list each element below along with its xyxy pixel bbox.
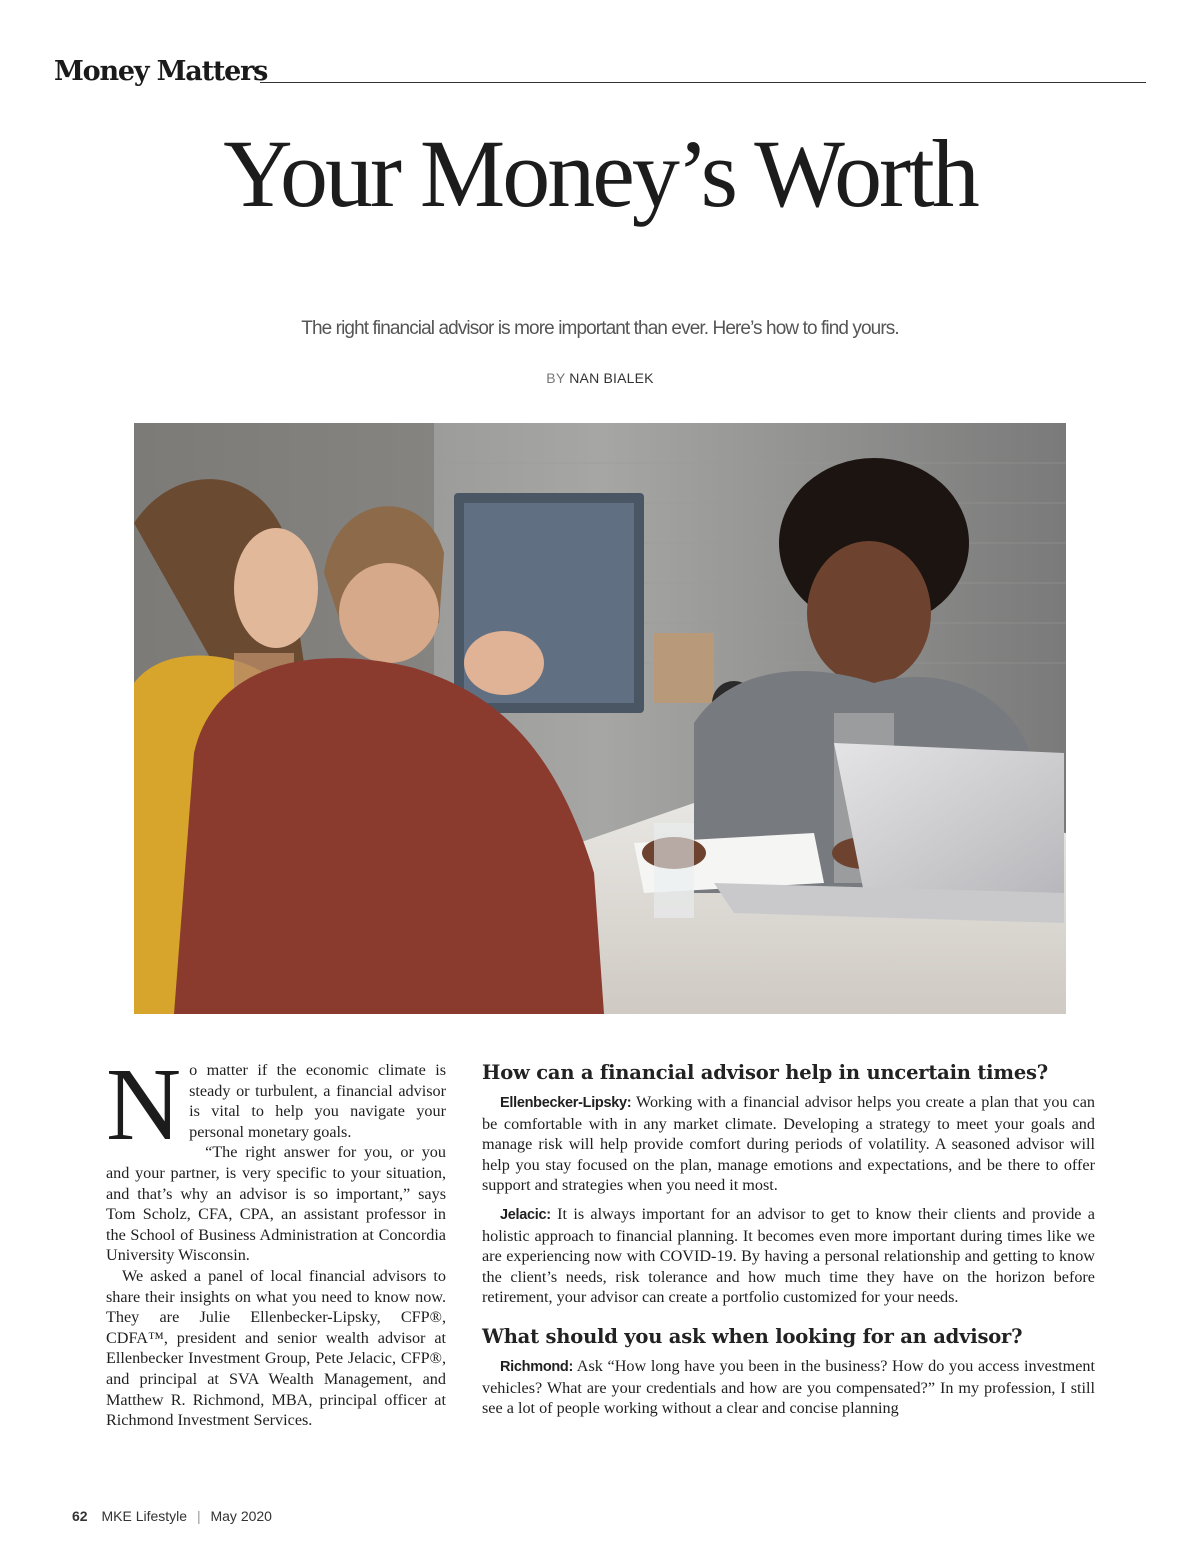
body-paragraph-3: We asked a panel of local financial advisors to share their insights on what you need to know now. They are Julie Ellenbecker-Lipsky, CFP®, CDFA™, president and senior wealth advisor at Ellenbecker Investment Group, Pete Jelacic, CFP®, and principal at SVA Wealth Management, and Matthew R. Richmond, MBA, principal officer at Richmond Investment Services. — [106, 1266, 446, 1430]
byline-prefix: BY — [546, 370, 566, 386]
page-footer — [72, 1508, 272, 1524]
right-column — [482, 1060, 1095, 1427]
answer-text: Ask “How long have you been in the business? How do you access investment vehicles? What are your credentials and how are you compensated?” In my profession, I still see a lot of people working without a clear and concise planning — [482, 1356, 1095, 1418]
question-heading-1: How can a financial advisor help in uncertain times? — [482, 1061, 1049, 1084]
headline: Your Money’s Worth — [223, 120, 977, 227]
issue-date: May 2020 — [210, 1508, 272, 1524]
footer-divider: | — [196, 1508, 201, 1524]
speaker-name: Richmond: — [500, 1358, 574, 1375]
byline-author: NAN BIALEK — [569, 370, 654, 386]
answer-text: It is always important for an advisor to get to know their clients and provide a holistic approach to financial planning. It becomes even more important during times like we are experiencing now with COVID-19. By having a personal relationship and getting to know the client’s needs, risk tolerance and how much time they have on the horizon before retirement, your advisor can create a portfolio customized for your needs. — [482, 1204, 1095, 1307]
section-label: Money Matters — [54, 56, 268, 87]
intro-text: o matter if the economic climate is steady or turbulent, a financial advisor is vital to help you navigate your personal monetary goals. — [189, 1061, 446, 1141]
hero-photo — [134, 423, 1066, 1014]
speaker-name: Ellenbecker-Lipsky: — [500, 1095, 632, 1111]
speaker-name: Jelacic: — [500, 1206, 551, 1223]
intro-paragraph — [106, 1047, 446, 1162]
answer-text: Working with a financial advisor helps you create a plan that you can be comfortable with in any market climate. Developing a strategy to meet your goals and manage risk will help provide comfort during periods of volatility. A seasoned advisor will help you stay focused on the plan, manage emotions and expectations, and be there to offer support and strategies when you need it most. — [482, 1093, 1095, 1195]
answer-jelacic — [482, 1204, 1095, 1308]
answer-richmond — [482, 1356, 1095, 1419]
magazine-name: MKE Lifestyle — [101, 1508, 188, 1524]
drop-cap: N — [106, 1047, 182, 1162]
left-column — [106, 1047, 446, 1431]
deck: The right financial advisor is more important than ever. Here’s how to find yours. — [301, 318, 899, 339]
answer-ellenbecker — [482, 1092, 1095, 1196]
section-rule — [260, 82, 1146, 83]
question-heading-2: What should you ask when looking for an advisor? — [482, 1324, 1023, 1348]
section-header — [54, 56, 1146, 92]
byline — [400, 370, 800, 386]
body-paragraph-2: “The right answer for you, or you and your partner, is very specific to your situation, and that’s why an advisor is so important,” says Tom Scholz, CFA, CPA, an assistant professor in the School of Business Administration at Concordia University Wisconsin. — [106, 1143, 446, 1265]
page-number: 62 — [72, 1508, 88, 1524]
